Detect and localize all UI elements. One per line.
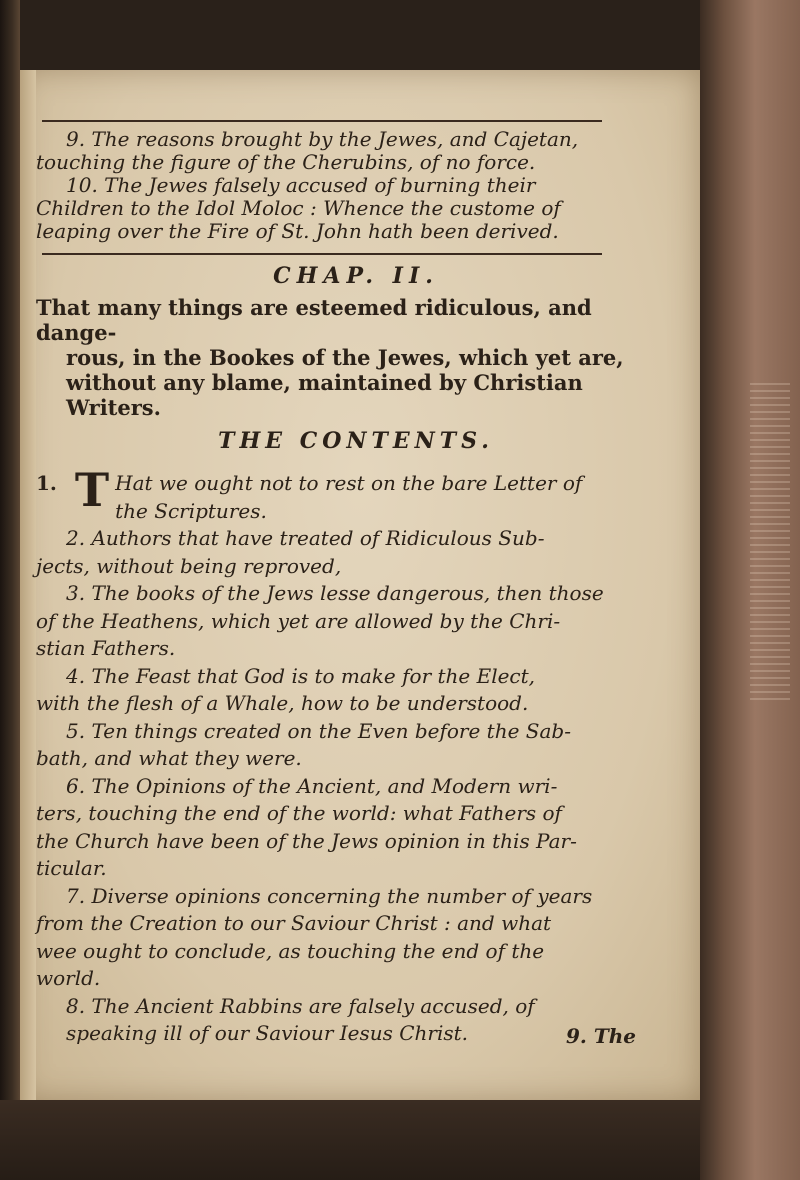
item-line: world. <box>36 966 101 990</box>
item-line: 8. The Ancient Rabbins are falsely accused, of <box>66 993 535 1018</box>
item-line: 7. Diverse opinions concerning the number of years <box>66 883 593 908</box>
subject-line: without any blame, maintained by Christian <box>66 370 583 395</box>
item-line: ters, touching the end of the world: what Fathers of <box>36 801 562 825</box>
contents-item <box>36 883 676 993</box>
item-line: speaking ill of our Saviour Iesus Christ. <box>66 1021 469 1045</box>
item-line: wee ought to conclude, as touching the end of the <box>36 938 545 963</box>
item-line: from the Creation to our Saviour Christ : and what <box>36 911 552 935</box>
item-line: the Church have been of the Jews opinion in this Par- <box>36 828 577 853</box>
item-line: 2. Authors that have treated of Ridiculous Sub- <box>66 526 545 550</box>
chapter-one-notes <box>36 128 676 243</box>
contents-heading: THE CONTENTS. <box>218 428 494 454</box>
contents-list <box>36 470 676 1048</box>
item-line: 5. Ten things created on the Even before the Sab- <box>66 718 571 743</box>
subject-line: rous, in the Bookes of the Jewes, which yet are, <box>66 345 624 370</box>
note-line: touching the figure of the Cherubins, of no force. <box>36 150 536 174</box>
page-gutter <box>20 70 36 1100</box>
note-line: leaping over the Fire of St. John hath been derived. <box>36 219 559 243</box>
right-book-edge <box>700 0 800 1180</box>
item-line: ticular. <box>36 856 107 880</box>
item-number: 1. <box>36 471 57 495</box>
item-line: jects, without being reproved, <box>36 553 342 578</box>
catchword: 9. The <box>566 1023 636 1048</box>
note-line: Children to the Idol Moloc : Whence the custome of <box>36 196 561 220</box>
chapter-heading: CHAP. II. <box>273 263 439 289</box>
page-text <box>36 120 676 1048</box>
item-line: 4. The Feast that God is to make for the Elect, <box>66 663 536 688</box>
bottom-shadow <box>0 1100 700 1180</box>
contents-item <box>36 773 676 883</box>
left-book-edge <box>0 0 20 1180</box>
item-line: with the flesh of a Whale, how to be understood. <box>36 691 529 715</box>
contents-item <box>36 470 676 525</box>
chapter-rule <box>42 253 602 255</box>
chapter-subject <box>36 295 676 420</box>
item-line: bath, and what they were. <box>36 746 302 770</box>
item-line: 6. The Opinions of the Ancient, and Modern wri- <box>66 773 558 798</box>
contents-item <box>36 525 676 580</box>
subject-line: That many things are esteemed ridiculous, and dange- <box>36 295 592 345</box>
item-line: Hat we ought not to rest on the bare Letter of <box>115 471 583 495</box>
contents-item <box>36 663 676 718</box>
item-line: 3. The books of the Jews lesse dangerous, then those <box>66 581 604 605</box>
contents-item <box>36 580 676 663</box>
subject-line: Writers. <box>66 395 161 420</box>
item-line: the Scriptures. <box>115 498 267 523</box>
note-line: 9. The reasons brought by the Jewes, and Cajetan, <box>66 127 579 151</box>
drop-cap: T <box>74 470 110 517</box>
item-line: stian Fathers. <box>36 636 176 660</box>
contents-item <box>36 718 676 773</box>
top-rule <box>42 120 602 122</box>
note-line: 10. The Jewes falsely accused of burning their <box>66 173 536 197</box>
item-line: of the Heathens, which yet are allowed by the Chri- <box>36 608 561 633</box>
